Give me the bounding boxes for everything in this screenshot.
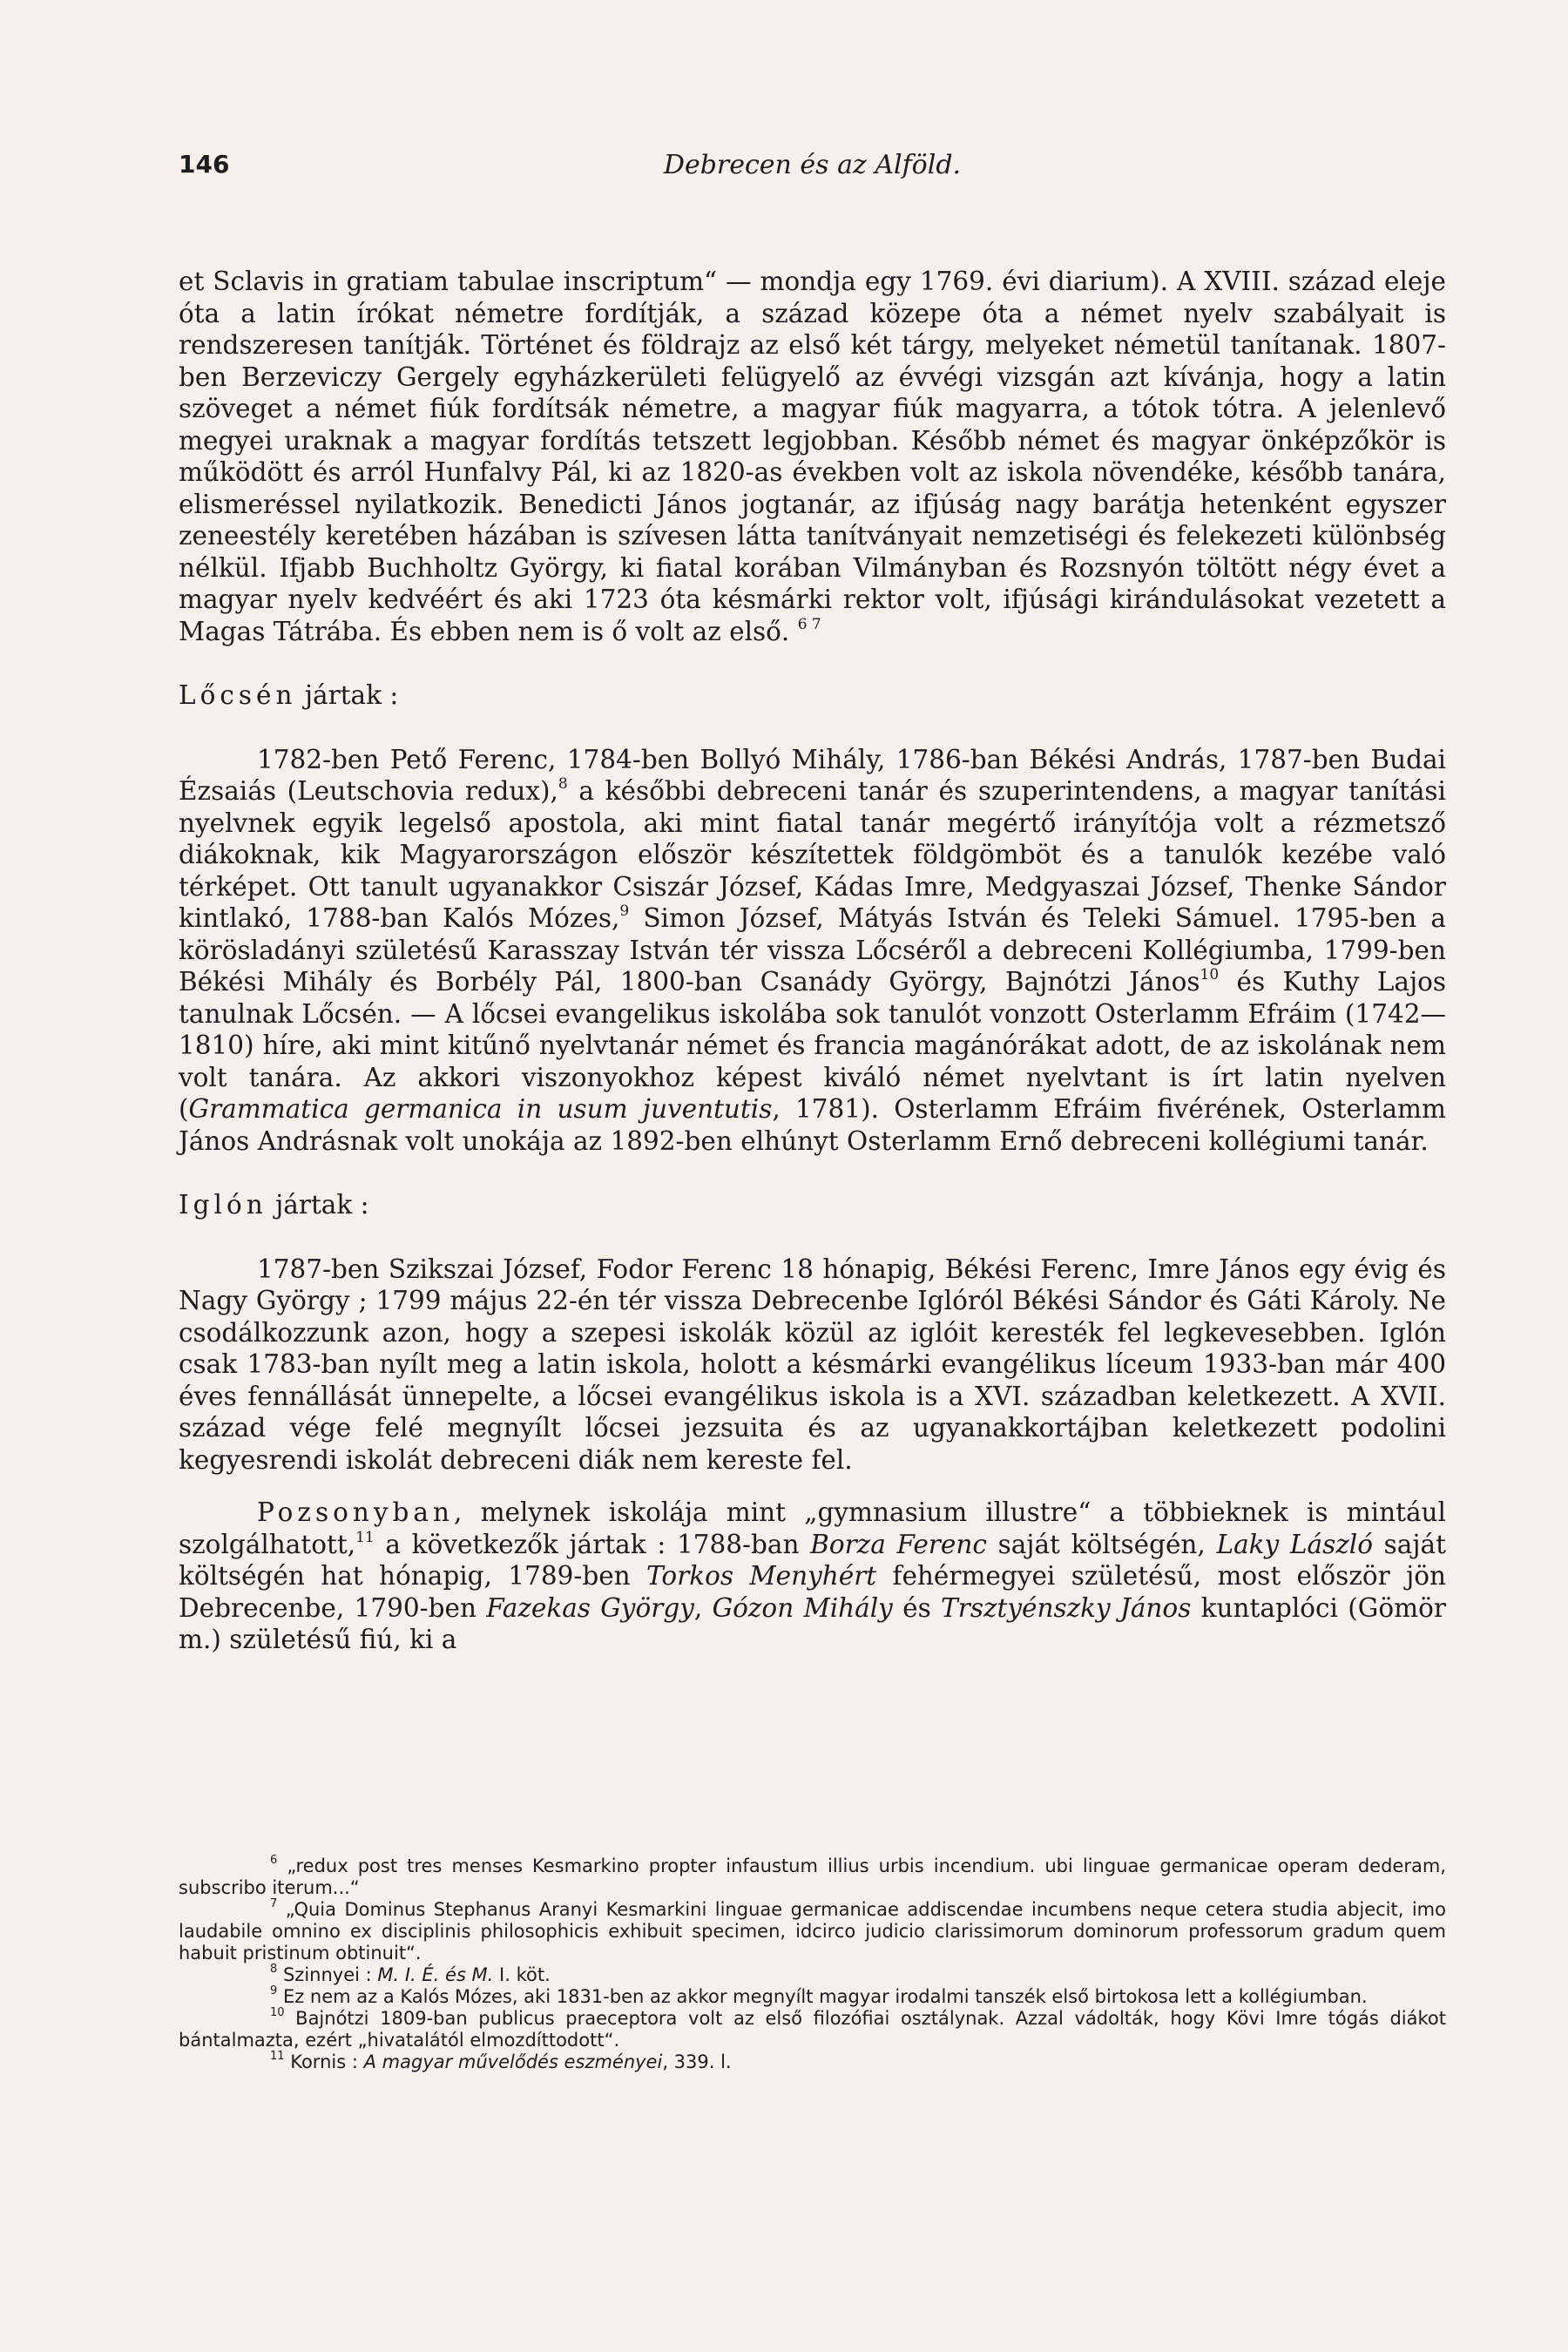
- spacer: [179, 1221, 1446, 1254]
- footnotes: [179, 1855, 1446, 2073]
- body-text: [179, 266, 1446, 1656]
- footnote-9: $^9$ Ez nem az a Kalós Mózes, aki 1831-ben az akkor megnyílt magyar irodalmi tanszék első birtokosa lett a kollégiumban.: [270, 1984, 1368, 2007]
- spacer: [179, 647, 1446, 679]
- page-number: 146: [179, 150, 230, 179]
- person-name: Fazekas György: [486, 1592, 694, 1623]
- paragraph-continued: et Sclavis in gratiam tabulae inscriptum“ — mondja egy 1769. évi diarium). A XVIII. század eleje óta a latin írókat németre fordítják, a század közepe óta a német nyelv szabályait is rendszeresen tanítják. Történet és földrajz az első két tárgy, melyeket németül tanítanak. 1807-ben Berzeviczy Gergely egyházkerületi felügyelő az évvégi vizsgán azt kívánja, hogy a latin szöveget a német fiúk fordítsák németre, a magyar fiúk magyarra, a tótok tótra. A jelenlevő megyei uraknak a magyar fordítás tetszett legjobban. Később német és magyar önképzőkör is működött és arról Hunfalvy Pál, ki az 1820-as években volt az iskola növendéke, később tanára, elismeréssel nyilatkozik. Benedicti János jogtanár, az ifjúság nagy barátja hetenként egyszer zeneestély keretében házában is szívesen látta tanítványait nemzetiségi és felekezeti különbség nélkül. Ifjabb Buchholtz György, ki fiatal korában Vilmányban és Rozsnyón töltött négy évet a magyar nyelv kedvéért és aki 1723 óta késmárki rektor volt, ifjúsági kirándulásokat vezetett a Magas Tátrába. És ebben nem is ő volt az első. $^{6 7}$: [179, 267, 1446, 646]
- footnote-ref: 11: [355, 1528, 375, 1546]
- spacer: [179, 1476, 1446, 1497]
- paragraph-iglo: 1787-ben Szikszai József, Fodor Ferenc 18 hónapig, Békési Ferenc, Imre János egy évig és Nagy György ; 1799 május 22-én tér vissza Debrecenbe Iglóról Békési Sándor és Gáti Károly. Ne csodálkozzunk azon, hogy a szepesi iskolák közül az iglóit keresték fel legkevesebben. Iglón csak 1783-ban nyílt meg a latin iskola, holott a késmárki evangélikus líceum 1933-ban már 400 éves fennállását ünnepelte, a lőcsei evangélikus iskola is a XVI. században keletkezett. A XVII. század vége felé megnyílt lőcsei jezsuita és az ugyanakkortájban keletkezett podolini kegyesrendi iskolát debreceni diák nem kereste fel.: [179, 1254, 1446, 1475]
- section-heading-locse: Lőcsén jártak :: [179, 680, 399, 710]
- person-name: Gózon Mihály: [712, 1592, 893, 1623]
- person-name: Trsztyénszky János: [941, 1592, 1192, 1623]
- person-name: Laky László: [1216, 1529, 1373, 1559]
- footnote-ref: 10: [1200, 966, 1220, 984]
- paragraph-locse: 1782-ben Pető Ferenc, 1784-ben Bollyó Mihály, 1786-ban Békési András, 1787-ben Budai Ézsaiás (Leutschovia redux),$^8$ a későbbi debreceni tanár és szuperintendens, a magyar tanítási nyelvnek egyik legelső apostola, aki mint fiatal tanár megértő irányítója volt a rézmetsző diákoknak, kik Magyarországon először készítettek földgömböt és a tanulók kezébe való térképet. Ott tanult ugyanakkor Csiszár József, Kádas Imre, Medgyaszai József, Thenke Sándor kintlakó, 1788-ban Kalós Mózes,$^9$ Simon József, Mátyás István és Teleki Sámuel. 1795-ben a körösladányi születésű Karasszay István tér vissza Lőcséről a debreceni Kollégiumba, 1799-ben Békési Mihály és Borbély Pál, 1800-ban Csanády György, Bajnótzi János$^{10}$ és Kuthy Lajos tanulnak Lőcsén. — A lőcsei evangelikus iskolába sok tanulót vonzott Osterlamm Efráim (1742—1810) híre, aki mint kitűnő nyelvtanár német és francia magánórákat adott, de az iskolának nem volt tanára. Az akkori viszonyokhoz képest kiváló német nyelvtant is írt latin nyelven (Grammatica germanica in usum juventutis, 1781). Osterlamm Efráim fivérének, Osterlamm János Andrásnak volt unokája az 1892-ben elhúnyt Osterlamm Ernő debreceni kollégiumi tanár.: [179, 744, 1446, 1156]
- running-title: Debrecen és az Alföld.: [663, 150, 962, 180]
- section-heading-iglo: Iglón jártak :: [179, 1190, 369, 1220]
- footnote-7: $^7$ „Quia Dominus Stephanus Aranyi Kesmarkini linguae germanicae addiscendae incumbens neque cetera studia abjecit, imo laudabile omnino ex disciplinis philosophicis exhibuit specimen, idcirco judicio clarissimorum dominorum professorum gradum quem habuit pristinum obtinuit“.: [179, 1897, 1446, 1963]
- footnote-8: $^8$ Szinnyei : M. I. É. és M. I. köt.: [270, 1963, 551, 1985]
- spacer: [179, 712, 1446, 744]
- footnote-ref: 6 7: [797, 615, 821, 633]
- book-title: Grammatica germanica in usum juventutis: [188, 1094, 773, 1124]
- footnote-10: $^{10}$ Bajnótzi 1809-ban publicus praeceptora volt az első filozófiai osztálynak. Azzal vádolták, hogy Kövi Imre tógás diákot bántalmazta, ezért „hivatalától elmozdíttodott“.: [179, 2006, 1446, 2051]
- spacer: [179, 1157, 1446, 1189]
- person-name: Borza Ferenc: [810, 1529, 987, 1559]
- paragraph-pozsony: Pozsonyban, melynek iskolája mint „gymnasium illustre“ a többieknek is mintául szolgálhatott,$^{11}$ a következők jártak : 1788-ban Borza Ferenc saját költségén, Laky László saját költségén hat hónapig, 1789-ben Torkos Menyhért fehérmegyei születésű, most először jön Debrecenbe, 1790-ben Fazekas György, Gózon Mihály és Trsztyénszky János kuntaplóci (Gömör m.) születésű fiú, ki a: [179, 1497, 1446, 1654]
- footnote-11: $^{11}$ Kornis : A magyar művelődés eszményei, 339. l.: [270, 2050, 732, 2072]
- footnote-6: $^6$ „redux post tres menses Kesmarkino propter infaustum illius urbis incendium. ubi linguae germanicae operam dederam, subscribo iterum...“: [179, 1854, 1446, 1898]
- running-head: [179, 150, 1446, 193]
- person-name: Torkos Menyhért: [646, 1561, 877, 1591]
- footnote-ref: 9: [619, 902, 630, 921]
- footnote-ref: 8: [558, 775, 568, 794]
